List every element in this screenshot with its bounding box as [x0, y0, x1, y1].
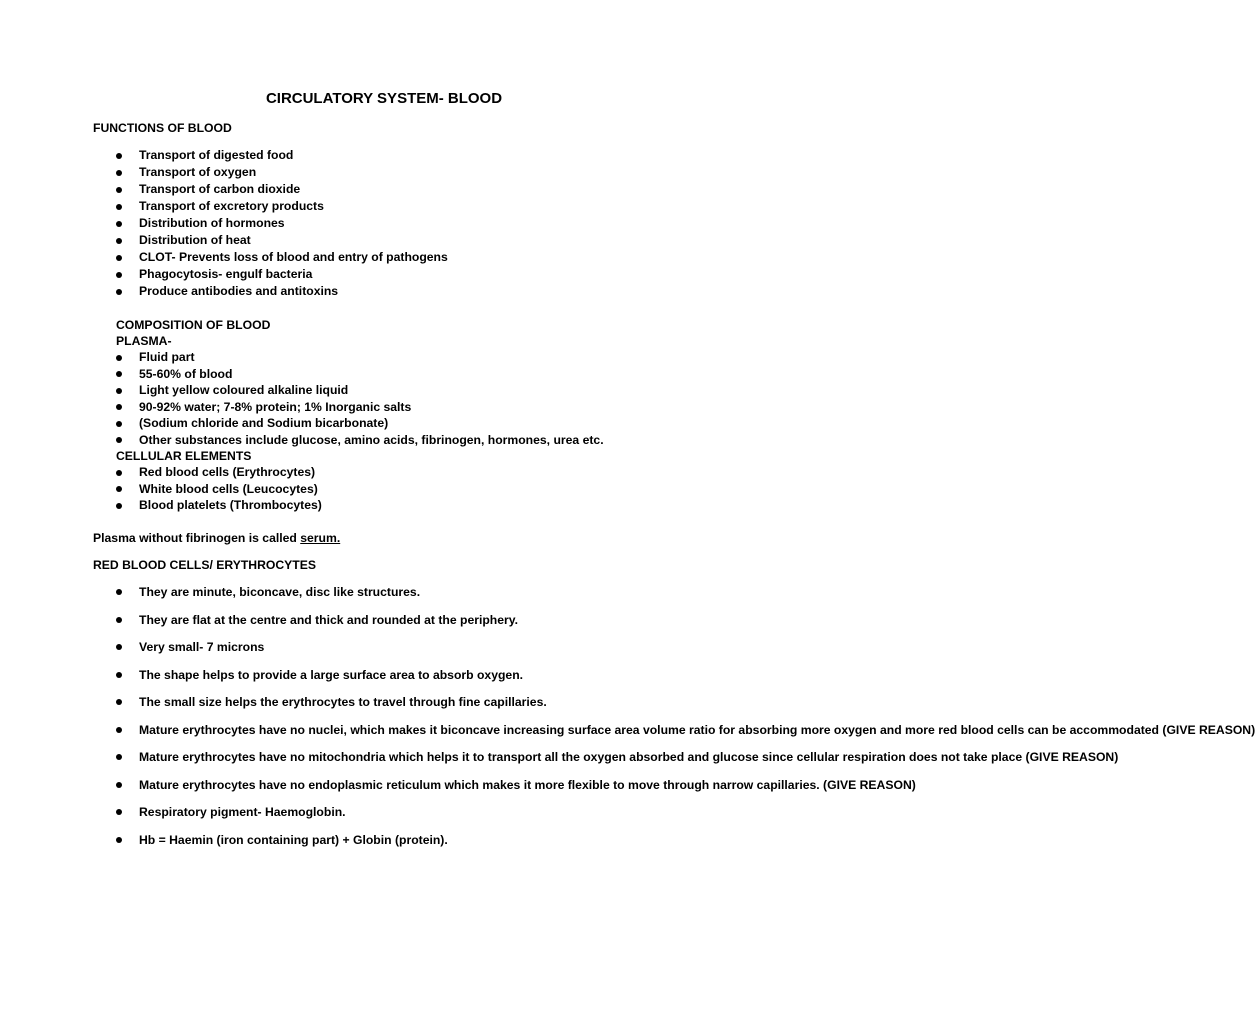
- list-item: Light yellow coloured alkaline liquid: [116, 382, 604, 399]
- list-item: Fluid part: [116, 349, 604, 366]
- list-item: White blood cells (Leucocytes): [116, 481, 322, 498]
- list-item: Red blood cells (Erythrocytes): [116, 464, 322, 481]
- list-item: CLOT- Prevents loss of blood and entry of pathogens: [116, 249, 448, 266]
- list-item: Transport of digested food: [116, 147, 448, 164]
- plasma-list: [116, 349, 604, 448]
- list-item: They are minute, biconcave, disc like structures.: [116, 583, 684, 601]
- cellular-list: [116, 464, 322, 514]
- plasma-heading: PLASMA-: [116, 334, 172, 348]
- list-item: Mature erythrocytes have no nuclei, which makes it biconcave increasing surface area volume ratio for absorbing more oxygen and more red blood cells can be accommodated (GIVE REASON): [116, 721, 684, 739]
- list-item: Transport of excretory products: [116, 198, 448, 215]
- rbc-heading: RED BLOOD CELLS/ ERYTHROCYTES: [93, 558, 316, 572]
- cellular-heading: CELLULAR ELEMENTS: [116, 449, 252, 463]
- list-item: Phagocytosis- engulf bacteria: [116, 266, 448, 283]
- list-item: Distribution of hormones: [116, 215, 448, 232]
- list-item: Transport of oxygen: [116, 164, 448, 181]
- serum-term: serum.: [300, 531, 341, 545]
- list-item: Mature erythrocytes have no endoplasmic reticulum which makes it more flexible to move through narrow capillaries. (GIVE REASON): [116, 776, 684, 794]
- list-item: 55-60% of blood: [116, 366, 604, 383]
- list-item: Distribution of heat: [116, 232, 448, 249]
- page-title: CIRCULATORY SYSTEM- BLOOD: [265, 90, 503, 107]
- list-item: They are flat at the centre and thick and rounded at the periphery.: [116, 611, 684, 629]
- serum-note-text: Plasma without fibrinogen is called: [93, 531, 301, 545]
- rbc-list: [116, 583, 1255, 858]
- list-item: The small size helps the erythrocytes to travel through fine capillaries.: [116, 693, 684, 711]
- list-item: Produce antibodies and antitoxins: [116, 283, 448, 300]
- list-item: Very small- 7 microns: [116, 638, 684, 656]
- list-item: The shape helps to provide a large surface area to absorb oxygen.: [116, 666, 684, 684]
- functions-heading: FUNCTIONS OF BLOOD: [93, 121, 232, 135]
- list-item: (Sodium chloride and Sodium bicarbonate): [116, 415, 604, 432]
- list-item: Blood platelets (Thrombocytes): [116, 497, 322, 514]
- list-item: 90-92% water; 7-8% protein; 1% Inorganic salts: [116, 399, 604, 416]
- list-item: Transport of carbon dioxide: [116, 181, 448, 198]
- composition-heading: COMPOSITION OF BLOOD: [116, 318, 271, 332]
- functions-list: [116, 147, 448, 300]
- list-item: Mature erythrocytes have no mitochondria which helps it to transport all the oxygen absorbed and glucose since cellular respiration does not take place (GIVE REASON): [116, 748, 684, 766]
- list-item: Other substances include glucose, amino acids, fibrinogen, hormones, urea etc.: [116, 432, 604, 449]
- list-item: Hb = Haemin (iron containing part) + Globin (protein).: [116, 831, 684, 849]
- list-item: Respiratory pigment- Haemoglobin.: [116, 803, 684, 821]
- serum-note: [93, 530, 340, 546]
